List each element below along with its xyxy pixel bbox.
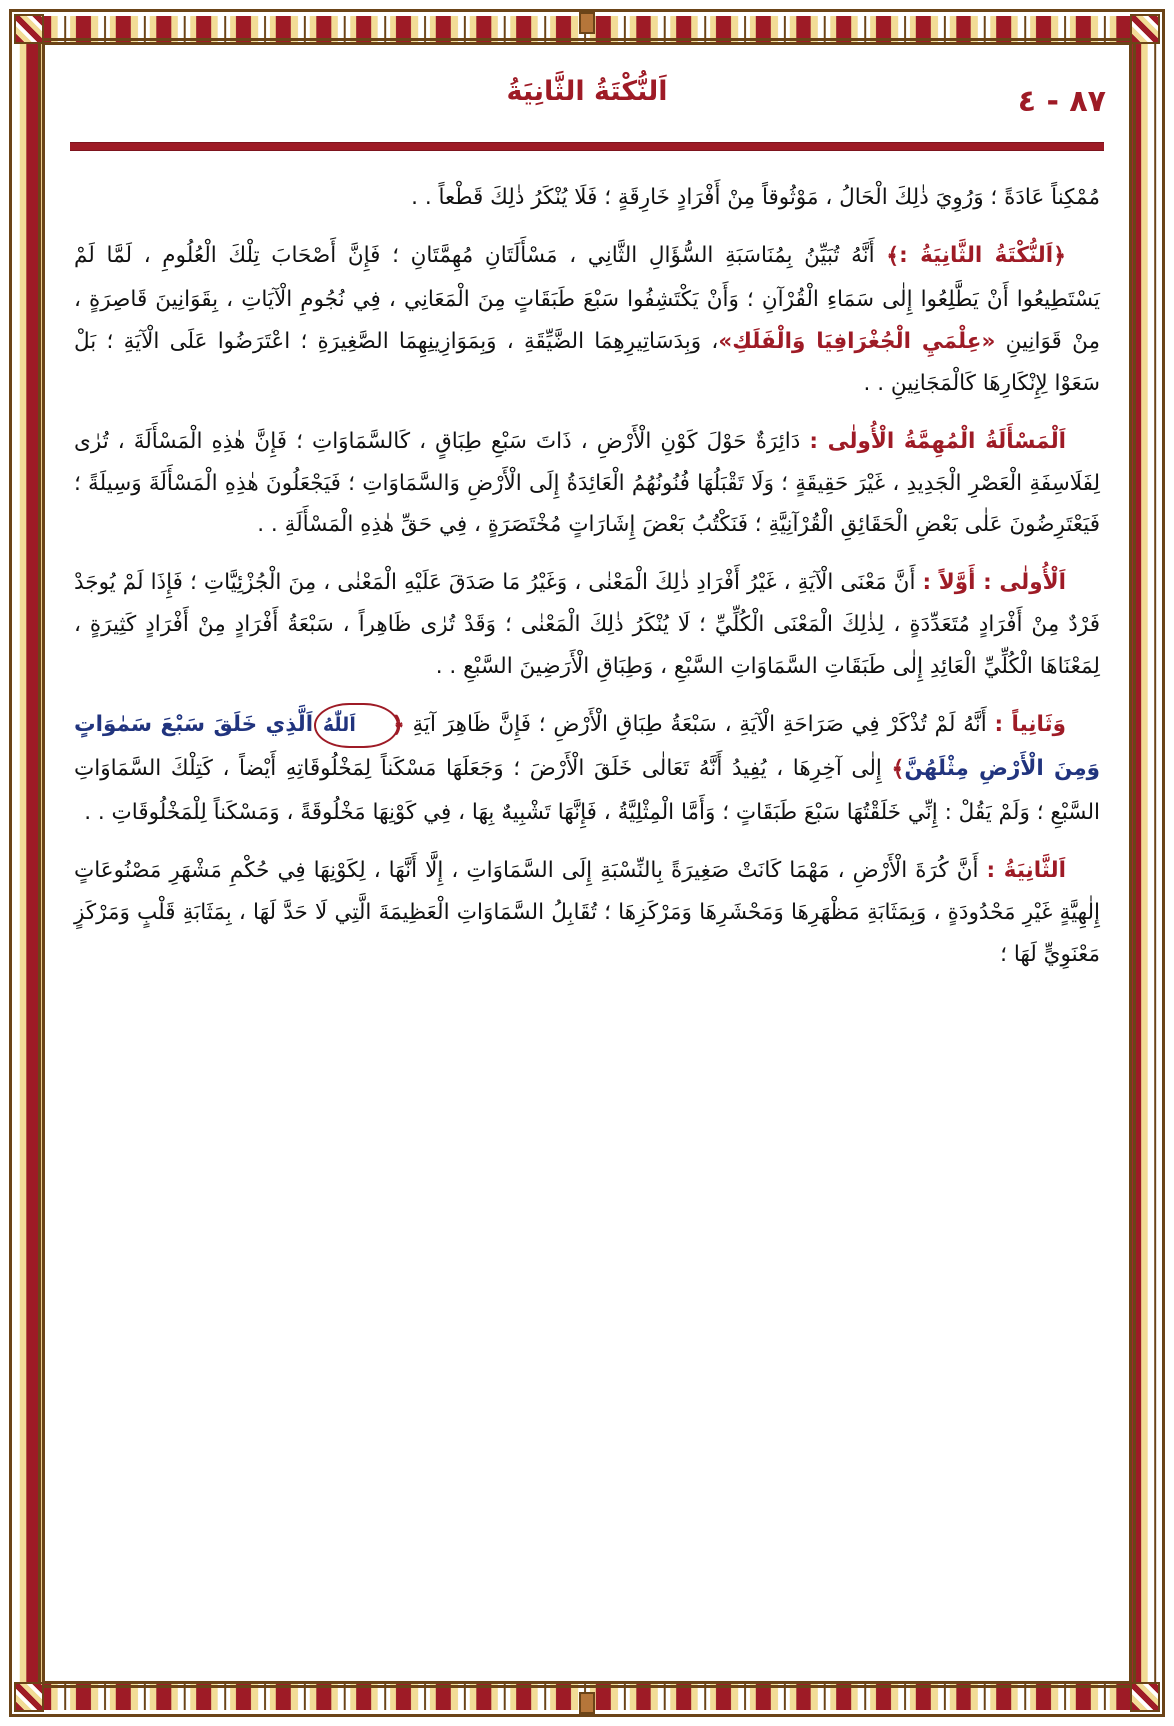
paragraph-4-text: أَنَّ مَعْنَى الْآيَةِ ، غَيْرُ أَفْرَادِ ذٰلِكَ الْمَعْنٰى ، وَغَيْرُ مَا صَدَقَ عَلَيْهِ الْمَعْنٰى ، مِنَ الْجُزْئِيَّاتِ ؛ فَإِذَا لَمْ يُوجَدْ فَرْدٌ مِنْ أَفْرَادٍ مُتَعَدِّدَةٍ ، لِذٰلِكَ الْمَعْنَى الْكُلِّيِّ ؛ لَا يُنْكَرُ ذٰلِكَ الْمَعْنٰى ؛ وَقَدْ تُرٰى ظَاهِراً ، سَبْعَةُ أَفْرَادٍ مِنْ أَفْرَادٍ كَثِيرَةٍ ، لِمَعْنَاهَا الْكُلِّيِّ الْعَائِدِ إِلٰى طَبَقَاتِ السَّمَاوَاتِ السَّبْعِ ، وَطِبَاقِ الْأَرَضِينَ السَّبْعِ . .	[74, 570, 1100, 680]
quran-verse-text: اَلَّذِي خَلَقَ سَبْعَ سَمٰوَاتٍ وَمِنَ الْأَرْضِ مِثْلَهُنَّ	[74, 712, 1101, 781]
corner-ornament-top-left	[14, 14, 44, 44]
header-divider-rule	[70, 142, 1104, 151]
corner-ornament-bottom-left	[14, 1682, 44, 1712]
corner-ornament-bottom-right	[1130, 1682, 1160, 1712]
lafz-al-jalala: اَللّٰهُ	[321, 707, 392, 744]
heading-first-important-issue: اَلْمَسْأَلَةُ الْمُهِمَّةُ الْأُولٰى :	[809, 428, 1067, 454]
paragraph-5	[74, 704, 1100, 834]
heading-the-second: اَلثَّانِيَةُ :	[986, 857, 1066, 883]
heading-first-firstly: اَلْأُولٰى : أَوَّلاً :	[922, 570, 1066, 596]
floral-ornament-open: ﴿	[1053, 243, 1066, 269]
edge-tab-top	[579, 12, 595, 34]
folio-number: ٨٧ - ٤	[1017, 84, 1106, 119]
red-quote-geography-astronomy: «عِلْمَيِ الْجُغْرَافِيَا وَالْفَلَكِ»	[718, 328, 996, 354]
verse-ornament-close: ﴾	[891, 757, 905, 782]
paragraph-2-text-b: ، وَبِدَسَاتِيرِهِمَا الضَّيِّقَةِ ، وَبِمَوَازِينِهِمَا الصَّغِيرَةِ ؛ اعْتَرَضُوا عَلَى الْآيَةِ ؛ بَلْ سَعَوْا لِإِنْكَارِهَا كَالْمَجَانِينِ . .	[74, 328, 1100, 396]
verse-ornament-open: ﴿	[391, 713, 405, 739]
paragraph-3-text: دَائِرَةٌ حَوْلَ كَوْنِ الْأَرْضِ ، ذَاتَ سَبْعِ طِبَاقٍ ، كَالسَّمَاوَاتِ ؛ فَإِنَّ هٰذِهِ الْمَسْأَلَةَ ، تُرٰى لِفَلَاسِفَةِ الْعَصْرِ الْجَدِيدِ ، غَيْرَ حَقِيقَةٍ ؛ وَلَا تَقْبَلُهَا فُنُونُهُمُ الْعَائِدَةُ إِلَى الْأَرْضِ وَالسَّمَاوَاتِ ؛ فَيَجْعَلُونَ هٰذِهِ الْمَسْأَلَةَ وَسِيلَةً ؛ فَيَعْتَرِضُونَ عَلٰى بَعْضِ الْحَقَائِقِ الْقُرْآنِيَّةِ ؛ فَنَكْتُبُ بَعْضَ إِشَارَاتٍ مُخْتَصَرَةٍ ، فِي حَقِّ هٰذِهِ الْمَسْأَلَةِ . .	[74, 428, 1100, 538]
paragraph-3	[74, 421, 1100, 547]
heading-second-point: اَلنُّكْتَةُ الثَّانِيَةُ :	[899, 242, 1054, 268]
paragraph-6-text: أَنَّ كُرَةَ الْأَرْضِ ، مَهْمَا كَانَتْ صَغِيرَةً بِالنِّسْبَةِ إِلَى السَّمَاوَاتِ ، إِلَّا أَنَّهَا ، لِكَوْنِهَا فِي حُكْمِ مَشْهَرِ مَصْنُوعَاتٍ إِلٰهِيَّةٍ غَيْرِ مَحْدُودَةٍ ، وَبِمَثَابَةِ مَظْهَرِهَا وَمَحْشَرِهَا وَمَرْكَزِهَا ؛ تُقَابِلُ السَّمَاوَاتِ الْعَظِيمَةَ الَّتِي لَا حَدَّ لَهَا ، بِمَثَابَةِ قَلْبٍ وَمَرْكَزٍ مَعْنَوِيٍّ لَهَا ؛	[74, 857, 1100, 967]
page-header	[60, 72, 1114, 136]
floral-ornament-close: ﴾	[886, 243, 900, 269]
paragraph-5-text-b: إِلٰى آخِرِهَا ، يُفِيدُ أَنَّهُ تَعَالٰى خَلَقَ الْأَرْضَ ؛ وَجَعَلَهَا مَسْكَناً لِمَخْلُوقَاتِهِ أَيْضاً ، كَتِلْكَ السَّمَاوَاتِ السَّبْعِ ؛ وَلَمْ يَقُلْ : إِنِّي خَلَقْتُهَا سَبْعَ طَبَقَاتٍ ؛ وَأَمَّا الْمِثْلِيَّةُ ، فَإِنَّهَا تَشْبِيهٌ بِهَا ، فِي كَوْنِهَا مَخْلُوقَةً ، وَمَسْكَناً لِلْمَخْلُوقَاتِ . .	[74, 756, 1100, 825]
heading-secondly: وَثَانِياً :	[994, 712, 1066, 738]
paragraph-5-text-a: أَنَّهُ لَمْ تُذْكَرْ فِي صَرَاحَةِ الْآيَةِ ، سَبْعَةُ طِبَاقِ الْأَرْضِ ؛ فَإِنَّ ظَاهِرَ آيَةِ	[412, 712, 987, 738]
page-content	[60, 56, 1114, 1670]
corner-ornament-top-right	[1130, 14, 1160, 44]
paragraph-1: مُمْكِناً عَادَةً ؛ وَرُوِيَ ذٰلِكَ الْحَالُ ، مَوْثُوقاً مِنْ أَفْرَادٍ خَارِقَةٍ ؛ فَلَا يُنْكَرُ ذٰلِكَ قَطْعاً . .	[411, 185, 1100, 210]
page-title: اَلنُّكْتَةُ الثَّانِيَةُ	[506, 76, 668, 107]
body-text	[60, 177, 1114, 976]
paragraph-2	[74, 235, 1100, 405]
paragraph-6	[74, 850, 1100, 976]
paragraph-4	[74, 562, 1100, 688]
paragraph-2-text-a: أَنَّهُ تُبَيِّنُ بِمُنَاسَبَةِ السُّؤَالِ الثَّانِي ، مَسْأَلَتَانِ مُهِمَّتَانِ ؛ فَإِنَّ أَصْحَابَ تِلْكَ الْعُلُومِ ، لَمَّا لَمْ يَسْتَطِيعُوا أَنْ يَطَّلِعُوا إِلٰى سَمَاءِ الْقُرْآنِ ؛ وَأَنْ يَكْتَشِفُوا سَبْعَ طَبَقَاتٍ مِنَ الْمَعَانِي ، فِي نُجُومِ الْآيَاتِ ، بِقَوَانِينَ قَاصِرَةٍ ، مِنْ قَوَانِينِ	[74, 242, 1100, 354]
edge-tab-bottom	[579, 1692, 595, 1714]
